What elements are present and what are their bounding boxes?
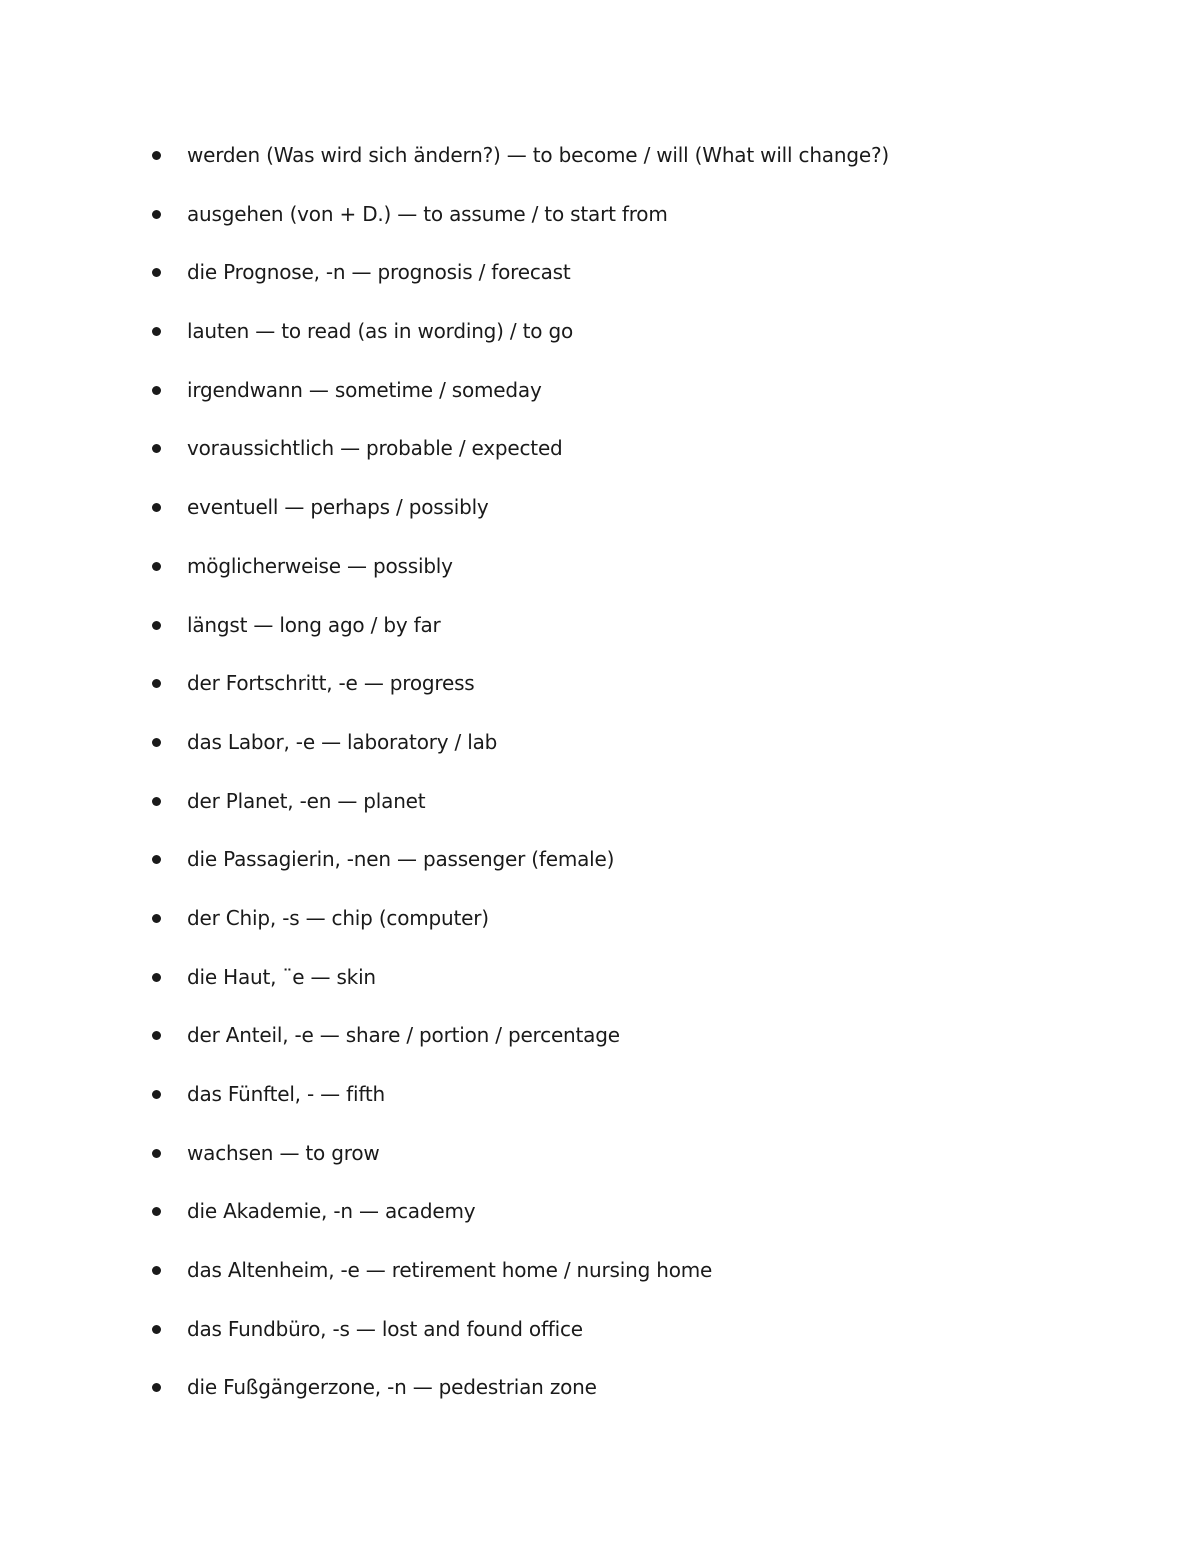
list-item: [152, 786, 1112, 845]
list-item: [152, 1196, 1112, 1255]
bullet-icon: [152, 1207, 161, 1216]
list-item: [152, 1138, 1112, 1197]
bullet-icon: [152, 268, 161, 277]
vocab-entry: die Prognose, -n — prognosis / forecast: [187, 260, 571, 285]
vocab-entry: der Planet, -en — planet: [187, 788, 426, 813]
vocab-entry: der Chip, -s — chip (computer): [187, 905, 489, 930]
vocab-entry: lauten — to read (as in wording) / to go: [187, 319, 573, 344]
vocab-entry: wachsen — to grow: [187, 1140, 380, 1165]
bullet-icon: [152, 1325, 161, 1334]
list-item: [152, 727, 1112, 786]
vocabulary-list: [152, 140, 1112, 1431]
bullet-icon: [152, 151, 161, 160]
vocab-entry: möglicherweise — possibly: [187, 553, 453, 578]
list-item: [152, 433, 1112, 492]
bullet-icon: [152, 738, 161, 747]
bullet-icon: [152, 914, 161, 923]
list-item: [152, 1079, 1112, 1138]
bullet-icon: [152, 210, 161, 219]
list-item: [152, 610, 1112, 669]
bullet-icon: [152, 444, 161, 453]
bullet-icon: [152, 1383, 161, 1392]
list-item: [152, 1020, 1112, 1079]
list-item: [152, 1255, 1112, 1314]
vocab-entry: voraussichtlich — probable / expected: [187, 436, 563, 461]
vocab-entry: die Akademie, -n — academy: [187, 1199, 476, 1224]
list-item: [152, 375, 1112, 434]
vocab-entry: ausgehen (von + D.) — to assume / to start from: [187, 201, 668, 226]
bullet-icon: [152, 562, 161, 571]
bullet-icon: [152, 1031, 161, 1040]
list-item: [152, 551, 1112, 610]
bullet-icon: [152, 679, 161, 688]
vocab-entry: das Fünftel, - — fifth: [187, 1082, 385, 1106]
vocab-entry: das Fundbüro, -s — lost and found office: [187, 1316, 583, 1341]
bullet-icon: [152, 386, 161, 395]
bullet-icon: [152, 503, 161, 512]
list-item: [152, 668, 1112, 727]
vocab-entry: die Fußgängerzone, -n — pedestrian zone: [187, 1375, 597, 1400]
list-item: [152, 844, 1112, 903]
bullet-icon: [152, 621, 161, 630]
bullet-icon: [152, 855, 161, 864]
vocab-entry: das Labor, -e — laboratory / lab: [187, 729, 498, 754]
list-item: [152, 316, 1112, 375]
vocab-entry: die Passagierin, -nen — passenger (female): [187, 847, 615, 872]
vocab-entry: der Anteil, -e — share / portion / percentage: [187, 1023, 620, 1048]
bullet-icon: [152, 973, 161, 982]
vocab-entry: das Altenheim, -e — retirement home / nursing home: [187, 1258, 713, 1283]
list-item: [152, 257, 1112, 316]
bullet-icon: [152, 1090, 161, 1099]
bullet-icon: [152, 327, 161, 336]
vocab-entry: eventuell — perhaps / possibly: [187, 495, 489, 520]
vocab-entry: die Haut, ¨e — skin: [187, 964, 376, 989]
list-item: [152, 199, 1112, 258]
list-item: [152, 492, 1112, 551]
list-item: [152, 903, 1112, 962]
vocab-entry: der Fortschritt, -e — progress: [187, 671, 475, 696]
list-item: [152, 140, 1112, 199]
bullet-icon: [152, 1266, 161, 1275]
vocab-entry: werden (Was wird sich ändern?) — to become / will (What will change?): [187, 143, 889, 167]
list-item: [152, 962, 1112, 1021]
vocab-entry: irgendwann — sometime / someday: [187, 377, 542, 402]
list-item: [152, 1372, 1112, 1431]
bullet-icon: [152, 1149, 161, 1158]
vocab-entry: längst — long ago / by far: [187, 612, 441, 637]
bullet-icon: [152, 797, 161, 806]
list-item: [152, 1314, 1112, 1373]
